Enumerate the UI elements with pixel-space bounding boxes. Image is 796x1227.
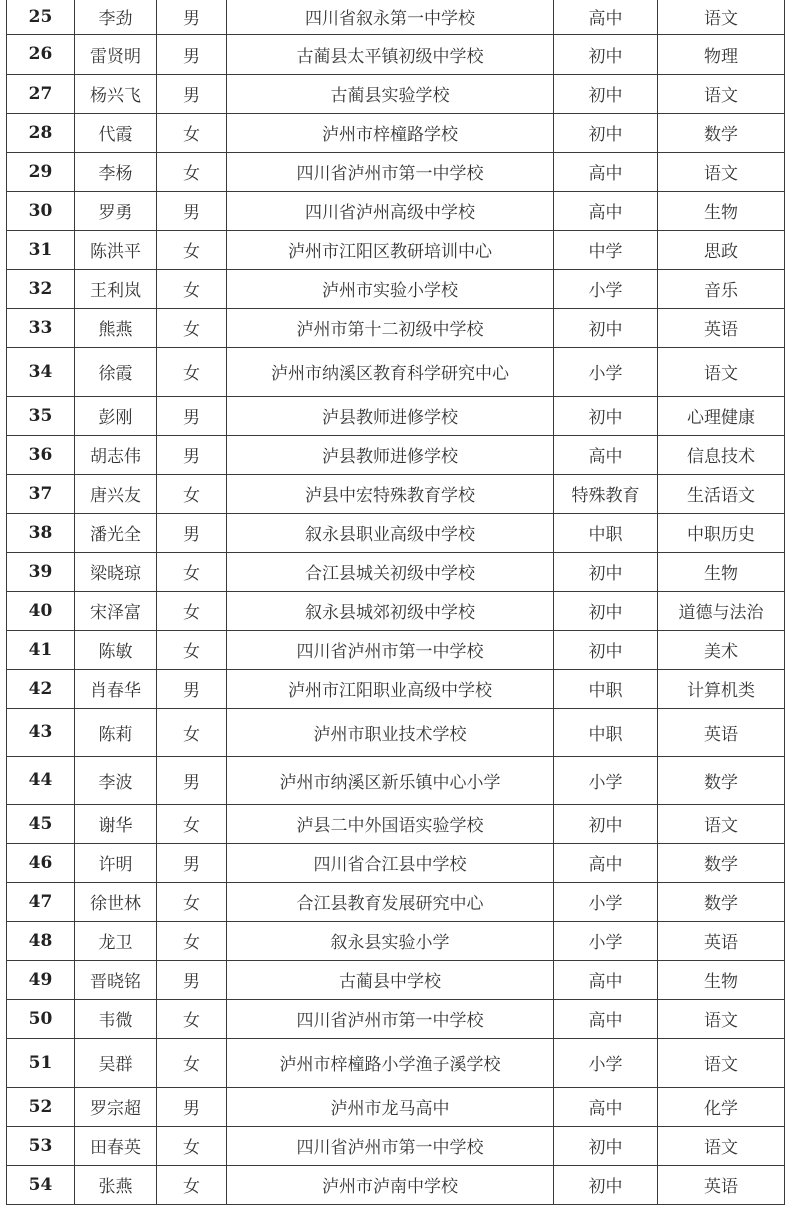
cell-school: 泸州市实验小学校: [227, 269, 554, 308]
cell-gender: 女: [157, 921, 227, 960]
cell-level: 高中: [554, 1087, 658, 1126]
cell-school: 泸州市梓橦路小学渔子溪学校: [227, 1038, 554, 1087]
cell-school: 四川省叙永第一中学校: [227, 0, 554, 34]
cell-name: 王利岚: [75, 269, 157, 308]
cell-level: 高中: [554, 960, 658, 999]
cell-number: 41: [7, 630, 75, 669]
cell-number: 48: [7, 921, 75, 960]
cell-number: 39: [7, 552, 75, 591]
table-row: [7, 1165, 785, 1204]
cell-subject: 英语: [658, 708, 785, 756]
cell-school: 叙永县职业高级中学校: [227, 513, 554, 552]
cell-level: 高中: [554, 191, 658, 230]
cell-school: 四川省泸州市第一中学校: [227, 152, 554, 191]
cell-gender: 女: [157, 113, 227, 152]
cell-subject: 语文: [658, 999, 785, 1038]
cell-name: 吴群: [75, 1038, 157, 1087]
cell-subject: 计算机类: [658, 669, 785, 708]
table-row: [7, 152, 785, 191]
cell-school: 泸州市纳溪区教育科学研究中心: [227, 347, 554, 396]
table-row: [7, 0, 785, 34]
teacher-list-table: [6, 0, 785, 1205]
cell-number: 47: [7, 882, 75, 921]
cell-name: 李杨: [75, 152, 157, 191]
cell-level: 小学: [554, 347, 658, 396]
cell-name: 李劲: [75, 0, 157, 34]
table-row: [7, 804, 785, 843]
cell-level: 小学: [554, 1038, 658, 1087]
cell-gender: 男: [157, 960, 227, 999]
cell-number: 26: [7, 34, 75, 74]
table-row: [7, 113, 785, 152]
cell-number: 45: [7, 804, 75, 843]
cell-level: 初中: [554, 552, 658, 591]
cell-level: 高中: [554, 0, 658, 34]
cell-level: 中学: [554, 230, 658, 269]
table-row: [7, 308, 785, 347]
cell-name: 韦微: [75, 999, 157, 1038]
cell-subject: 音乐: [658, 269, 785, 308]
cell-number: 50: [7, 999, 75, 1038]
table-row: [7, 882, 785, 921]
cell-subject: 生物: [658, 960, 785, 999]
cell-level: 初中: [554, 591, 658, 630]
cell-school: 泸州市龙马高中: [227, 1087, 554, 1126]
cell-subject: 生物: [658, 191, 785, 230]
cell-school: 泸州市第十二初级中学校: [227, 308, 554, 347]
cell-gender: 女: [157, 630, 227, 669]
cell-gender: 男: [157, 0, 227, 34]
cell-school: 合江县城关初级中学校: [227, 552, 554, 591]
cell-gender: 女: [157, 152, 227, 191]
cell-level: 特殊教育: [554, 474, 658, 513]
table-row: [7, 435, 785, 474]
cell-gender: 男: [157, 843, 227, 882]
cell-level: 高中: [554, 999, 658, 1038]
table-row: [7, 1038, 785, 1087]
cell-subject: 道德与法治: [658, 591, 785, 630]
cell-name: 杨兴飞: [75, 74, 157, 113]
cell-school: 四川省合江县中学校: [227, 843, 554, 882]
cell-number: 40: [7, 591, 75, 630]
cell-name: 罗宗超: [75, 1087, 157, 1126]
cell-level: 初中: [554, 113, 658, 152]
cell-level: 小学: [554, 882, 658, 921]
cell-number: 25: [7, 0, 75, 34]
cell-subject: 语文: [658, 0, 785, 34]
table-row: [7, 669, 785, 708]
cell-level: 高中: [554, 152, 658, 191]
cell-name: 陈敏: [75, 630, 157, 669]
cell-gender: 女: [157, 804, 227, 843]
cell-gender: 男: [157, 1087, 227, 1126]
cell-level: 初中: [554, 308, 658, 347]
cell-school: 叙永县城郊初级中学校: [227, 591, 554, 630]
cell-subject: 美术: [658, 630, 785, 669]
cell-school: 古蔺县实验学校: [227, 74, 554, 113]
cell-level: 小学: [554, 269, 658, 308]
cell-number: 36: [7, 435, 75, 474]
cell-number: 28: [7, 113, 75, 152]
table-row: [7, 474, 785, 513]
cell-school: 叙永县实验小学: [227, 921, 554, 960]
cell-school: 古蔺县太平镇初级中学校: [227, 34, 554, 74]
cell-name: 许明: [75, 843, 157, 882]
cell-name: 罗勇: [75, 191, 157, 230]
cell-number: 30: [7, 191, 75, 230]
cell-gender: 男: [157, 191, 227, 230]
cell-subject: 语文: [658, 1038, 785, 1087]
cell-gender: 女: [157, 1126, 227, 1165]
cell-school: 四川省泸州市第一中学校: [227, 999, 554, 1038]
cell-name: 谢华: [75, 804, 157, 843]
cell-gender: 男: [157, 435, 227, 474]
table-row: [7, 191, 785, 230]
cell-name: 唐兴友: [75, 474, 157, 513]
cell-school: 四川省泸州高级中学校: [227, 191, 554, 230]
table-row: [7, 921, 785, 960]
cell-number: 54: [7, 1165, 75, 1204]
cell-gender: 女: [157, 1038, 227, 1087]
cell-name: 徐世林: [75, 882, 157, 921]
cell-name: 梁晓琼: [75, 552, 157, 591]
cell-subject: 心理健康: [658, 396, 785, 435]
cell-name: 张燕: [75, 1165, 157, 1204]
cell-subject: 英语: [658, 1165, 785, 1204]
cell-subject: 语文: [658, 804, 785, 843]
cell-gender: 女: [157, 308, 227, 347]
cell-number: 29: [7, 152, 75, 191]
cell-subject: 信息技术: [658, 435, 785, 474]
table-row: [7, 960, 785, 999]
table-row: [7, 999, 785, 1038]
cell-level: 小学: [554, 756, 658, 804]
cell-name: 肖春华: [75, 669, 157, 708]
cell-school: 泸县二中外国语实验学校: [227, 804, 554, 843]
cell-level: 高中: [554, 435, 658, 474]
cell-number: 27: [7, 74, 75, 113]
cell-name: 胡志伟: [75, 435, 157, 474]
cell-school: 四川省泸州市第一中学校: [227, 630, 554, 669]
cell-number: 34: [7, 347, 75, 396]
cell-level: 初中: [554, 1165, 658, 1204]
cell-level: 小学: [554, 921, 658, 960]
cell-name: 陈洪平: [75, 230, 157, 269]
cell-number: 49: [7, 960, 75, 999]
cell-level: 中职: [554, 708, 658, 756]
cell-level: 高中: [554, 843, 658, 882]
table-row: [7, 591, 785, 630]
cell-level: 初中: [554, 1126, 658, 1165]
cell-level: 初中: [554, 396, 658, 435]
cell-subject: 生物: [658, 552, 785, 591]
cell-number: 52: [7, 1087, 75, 1126]
table-row: [7, 513, 785, 552]
cell-name: 田春英: [75, 1126, 157, 1165]
cell-school: 泸州市江阳区教研培训中心: [227, 230, 554, 269]
cell-school: 泸州市江阳职业高级中学校: [227, 669, 554, 708]
cell-gender: 女: [157, 708, 227, 756]
cell-school: 泸县教师进修学校: [227, 435, 554, 474]
cell-subject: 物理: [658, 34, 785, 74]
cell-name: 潘光全: [75, 513, 157, 552]
cell-name: 熊燕: [75, 308, 157, 347]
cell-gender: 男: [157, 396, 227, 435]
table-row: [7, 1087, 785, 1126]
cell-name: 晋晓铭: [75, 960, 157, 999]
cell-level: 初中: [554, 804, 658, 843]
cell-school: 泸县教师进修学校: [227, 396, 554, 435]
cell-gender: 女: [157, 552, 227, 591]
cell-gender: 男: [157, 74, 227, 113]
cell-gender: 男: [157, 756, 227, 804]
cell-level: 初中: [554, 630, 658, 669]
cell-subject: 英语: [658, 921, 785, 960]
cell-subject: 中职历史: [658, 513, 785, 552]
cell-gender: 男: [157, 513, 227, 552]
cell-subject: 数学: [658, 843, 785, 882]
cell-subject: 数学: [658, 113, 785, 152]
cell-subject: 语文: [658, 152, 785, 191]
cell-level: 初中: [554, 74, 658, 113]
cell-level: 初中: [554, 34, 658, 74]
cell-subject: 英语: [658, 308, 785, 347]
table-row: [7, 552, 785, 591]
cell-name: 徐霞: [75, 347, 157, 396]
cell-school: 古蔺县中学校: [227, 960, 554, 999]
cell-gender: 女: [157, 269, 227, 308]
table-row: [7, 630, 785, 669]
table-row: [7, 34, 785, 74]
cell-level: 中职: [554, 669, 658, 708]
cell-gender: 女: [157, 230, 227, 269]
cell-number: 37: [7, 474, 75, 513]
cell-name: 龙卫: [75, 921, 157, 960]
cell-school: 泸州市纳溪区新乐镇中心小学: [227, 756, 554, 804]
cell-subject: 数学: [658, 756, 785, 804]
cell-number: 32: [7, 269, 75, 308]
cell-gender: 女: [157, 591, 227, 630]
cell-number: 42: [7, 669, 75, 708]
cell-gender: 女: [157, 347, 227, 396]
cell-gender: 女: [157, 882, 227, 921]
cell-name: 雷贤明: [75, 34, 157, 74]
cell-school: 泸州市梓橦路学校: [227, 113, 554, 152]
cell-school: 泸州市职业技术学校: [227, 708, 554, 756]
cell-number: 46: [7, 843, 75, 882]
cell-number: 51: [7, 1038, 75, 1087]
cell-name: 李波: [75, 756, 157, 804]
table-row: [7, 347, 785, 396]
cell-subject: 生活语文: [658, 474, 785, 513]
table-row: [7, 1126, 785, 1165]
cell-number: 35: [7, 396, 75, 435]
cell-number: 43: [7, 708, 75, 756]
cell-number: 31: [7, 230, 75, 269]
cell-gender: 男: [157, 34, 227, 74]
cell-level: 中职: [554, 513, 658, 552]
table-row: [7, 74, 785, 113]
table-row: [7, 708, 785, 756]
cell-subject: 思政: [658, 230, 785, 269]
cell-number: 53: [7, 1126, 75, 1165]
cell-name: 代霞: [75, 113, 157, 152]
cell-name: 宋泽富: [75, 591, 157, 630]
cell-gender: 男: [157, 669, 227, 708]
table-row: [7, 269, 785, 308]
table-body: [7, 0, 785, 1204]
teacher-list-table-wrap: [6, 0, 784, 1205]
cell-number: 38: [7, 513, 75, 552]
cell-number: 33: [7, 308, 75, 347]
cell-subject: 化学: [658, 1087, 785, 1126]
cell-gender: 女: [157, 999, 227, 1038]
cell-subject: 语文: [658, 74, 785, 113]
cell-school: 泸州市泸南中学校: [227, 1165, 554, 1204]
cell-number: 44: [7, 756, 75, 804]
cell-subject: 语文: [658, 347, 785, 396]
cell-subject: 语文: [658, 1126, 785, 1165]
cell-name: 彭刚: [75, 396, 157, 435]
cell-school: 合江县教育发展研究中心: [227, 882, 554, 921]
cell-gender: 女: [157, 1165, 227, 1204]
table-row: [7, 843, 785, 882]
cell-gender: 女: [157, 474, 227, 513]
table-row: [7, 756, 785, 804]
cell-school: 四川省泸州市第一中学校: [227, 1126, 554, 1165]
table-row: [7, 396, 785, 435]
cell-name: 陈莉: [75, 708, 157, 756]
table-row: [7, 230, 785, 269]
cell-school: 泸县中宏特殊教育学校: [227, 474, 554, 513]
cell-subject: 数学: [658, 882, 785, 921]
